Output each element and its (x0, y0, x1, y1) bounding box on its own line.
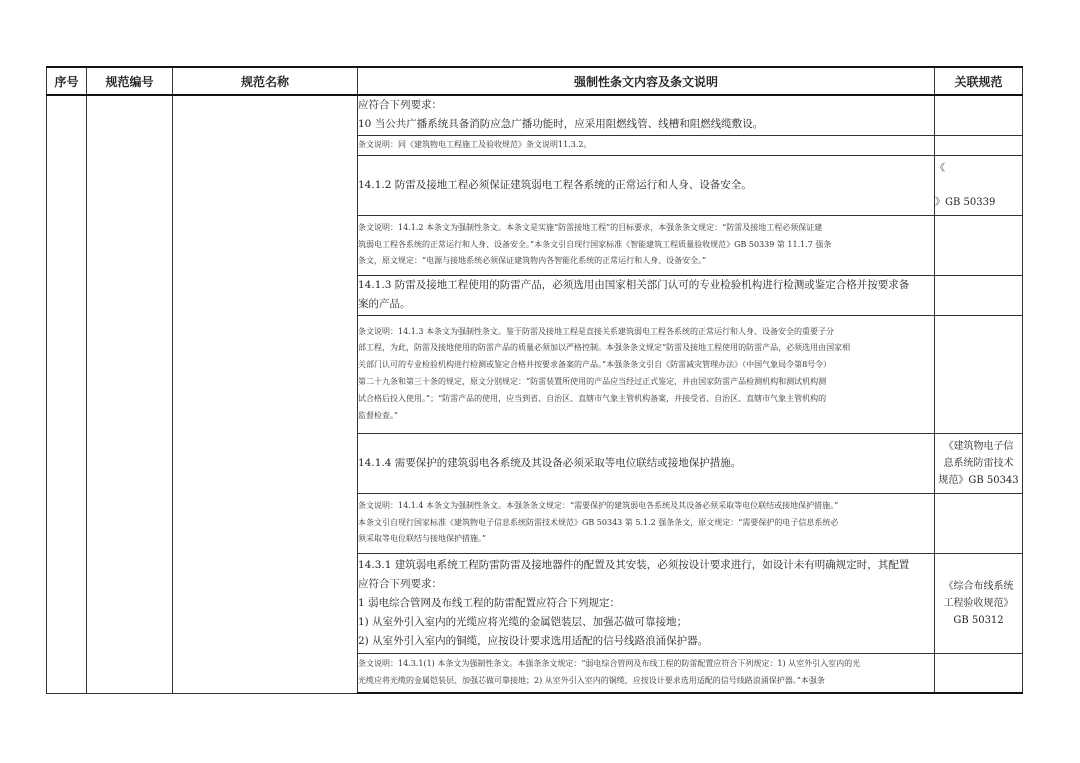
note-line: 条文说明：同《建筑物电工程施工及验收规范》条文说明11.3.2。 (358, 139, 592, 149)
standards-table (46, 66, 1023, 694)
clause-line: 14.3.1 建筑弱电系统工程防雷防雷及接地器件的配置及其安装，必须按设计要求进行，如设计未有明确规定时，其配置 (358, 558, 910, 571)
clause-note (358, 653, 935, 693)
clause-line: 1 弱电综合管网及布线工程的防雷配置应符合下列规定： (358, 596, 621, 609)
note-line: 条文说明：14.1.3 本条文为强制性条文。鉴于防雷及接地工程是直接关系建筑弱电工程各系统的正常运行和人身、设备安全的重要子分 (358, 326, 834, 336)
note-line: 光缆应将光缆的金属铠装层、加强芯做可靠接地；2) 从室外引入室内的铜缆，应按设计要求选用适配的信号线路浪涌保护器。”本强条 (358, 675, 825, 685)
clause-line: 1) 从室外引入室内的光缆应将光缆的金属铠装层、加强芯做可靠接地； (358, 615, 688, 628)
note-line: 条文说明：14.1.4 本条文为强制性条文。本强条条文规定：“需要保护的建筑弱电各系统及其设备必须采取等电位联结或接地保护措施。” (358, 500, 839, 510)
header-mandatory-clause: 强制性条文内容及条文说明 (358, 67, 935, 95)
clause-note (358, 493, 935, 553)
header-row (47, 67, 1023, 95)
note-line: 须采取等电位联结与接地保护措施。” (358, 534, 487, 544)
code-name-cell (173, 95, 358, 693)
note-line: 第二十九条和第三十条的规定，原文分别规定：“防雷装置所使用的产品应当经过正式鉴定，并由国家防雷产品检测机构和测试机构测 (358, 377, 827, 386)
related-code-text: GB 50312 (953, 614, 1004, 626)
note-line: 条文，原文规定：“电源与接地系统必须保证建筑物内各智能化系统的正常运行和人身、设备安全。” (358, 256, 707, 266)
related-code-text: 工程验收规范》 (943, 597, 1014, 609)
related-code-text: 《 (935, 162, 945, 174)
related-code-text (935, 177, 1022, 194)
note-line: 监督检查。” (358, 410, 399, 420)
related-code-cell (935, 553, 1023, 653)
clause-line: 14.1.4 需要保护的建筑弱电各系统及其设备必须采取等电位联结或接地保护措施。 (358, 456, 742, 469)
clause-content (358, 275, 935, 315)
clause-line: 案的产品。 (358, 298, 411, 310)
related-code-text: 》GB 50339 (935, 196, 996, 208)
clause-content (358, 433, 935, 493)
clause-line: 2) 从室外引入室内的铜缆，应按设计要求选用适配的信号线路浪涌保护器。 (358, 634, 709, 647)
related-code-cell (935, 215, 1023, 275)
clause-line: 应符合下列要求： (358, 577, 442, 590)
clause-note (358, 135, 935, 155)
serial-no-cell (47, 95, 87, 693)
related-code-text: 息系统防雷技术 (943, 457, 1014, 469)
clause-line: 14.1.2 防雷及接地工程必须保证建筑弱电工程各系统的正常运行和人身、设备安全。 (358, 178, 752, 191)
note-line: 试合格后投入使用。”；“防雷产品的使用，应当到省、自治区、直辖市气象主管机构备案，并接受省、自治区、直辖市气象主管机构的 (358, 393, 827, 403)
related-code-cell (935, 155, 1023, 215)
clause-line: 14.1.3 防雷及接地工程使用的防雷产品，必须选用由国家相关部门认可的专业检验机构进行检测或鉴定合格并按要求备 (358, 279, 910, 291)
header-serial-no: 序号 (47, 67, 87, 95)
header-code-name: 规范名称 (173, 67, 358, 95)
note-line: 关部门认可的专业检验机构进行检测或鉴定合格并按要求备案的产品。”本强条条文引自《防雷减灾管理办法》（中国气象局令第8号令） (358, 360, 832, 370)
related-code-text: 《建筑物电子信 (943, 440, 1014, 452)
code-no-cell (87, 95, 173, 693)
related-code-text: 《综合布线系统 (943, 580, 1014, 592)
related-code-cell (935, 493, 1023, 553)
clause-line: 10 当公共广播系统具备消防应急广播功能时，应采用阻燃线管、线槽和阻燃线缆敷设。 (358, 118, 764, 131)
header-code-no: 规范编号 (87, 67, 173, 95)
clause-content (358, 95, 935, 135)
table-row (47, 95, 1023, 135)
note-line: 部工程，为此，防雷及接地使用的防雷产品的质量必须加以严格控制。本强条条文规定“防雷及接地工程使用的防雷产品，必须选用由国家相 (358, 343, 851, 353)
related-code-cell (935, 433, 1023, 493)
note-line: 条文说明：14.1.2 本条文为强制性条文。本条文是实施“防雷接地工程”的目标要求，本强条条文规定：“防雷及接地工程必须保证建 (358, 222, 823, 232)
related-code-cell (935, 275, 1023, 315)
note-line: 本条文引自现行国家标准《建筑物电子信息系统防雷技术规范》GB 50343 第 5.1.2 强条条文，原文规定：“需要保护的电子信息系统必 (358, 517, 839, 527)
clause-note (358, 315, 935, 433)
related-code-cell (935, 315, 1023, 433)
header-related-codes: 关联规范 (935, 67, 1023, 95)
related-code-cell (935, 95, 1023, 135)
clause-line: 应符合下列要求： (358, 99, 442, 112)
clause-content (358, 155, 935, 215)
related-code-cell (935, 653, 1023, 693)
clause-content (358, 553, 935, 653)
related-code-text: 规范》GB 50343 (938, 474, 1019, 486)
note-line: 条文说明：14.3.1(1) 本条文为强制性条文。本强条条文规定：“弱电综合管网及布线工程的防雷配置应符合下列规定：1) 从室外引入室内的光 (358, 658, 861, 668)
related-code-cell (935, 135, 1023, 155)
clause-note (358, 215, 935, 275)
note-line: 筑弱电工程各系统的正常运行和人身、设备安全。”本条文引自现行国家标准《智能建筑工程质量验收规范》GB 50339 第 11.1.7 强条 (358, 239, 832, 249)
